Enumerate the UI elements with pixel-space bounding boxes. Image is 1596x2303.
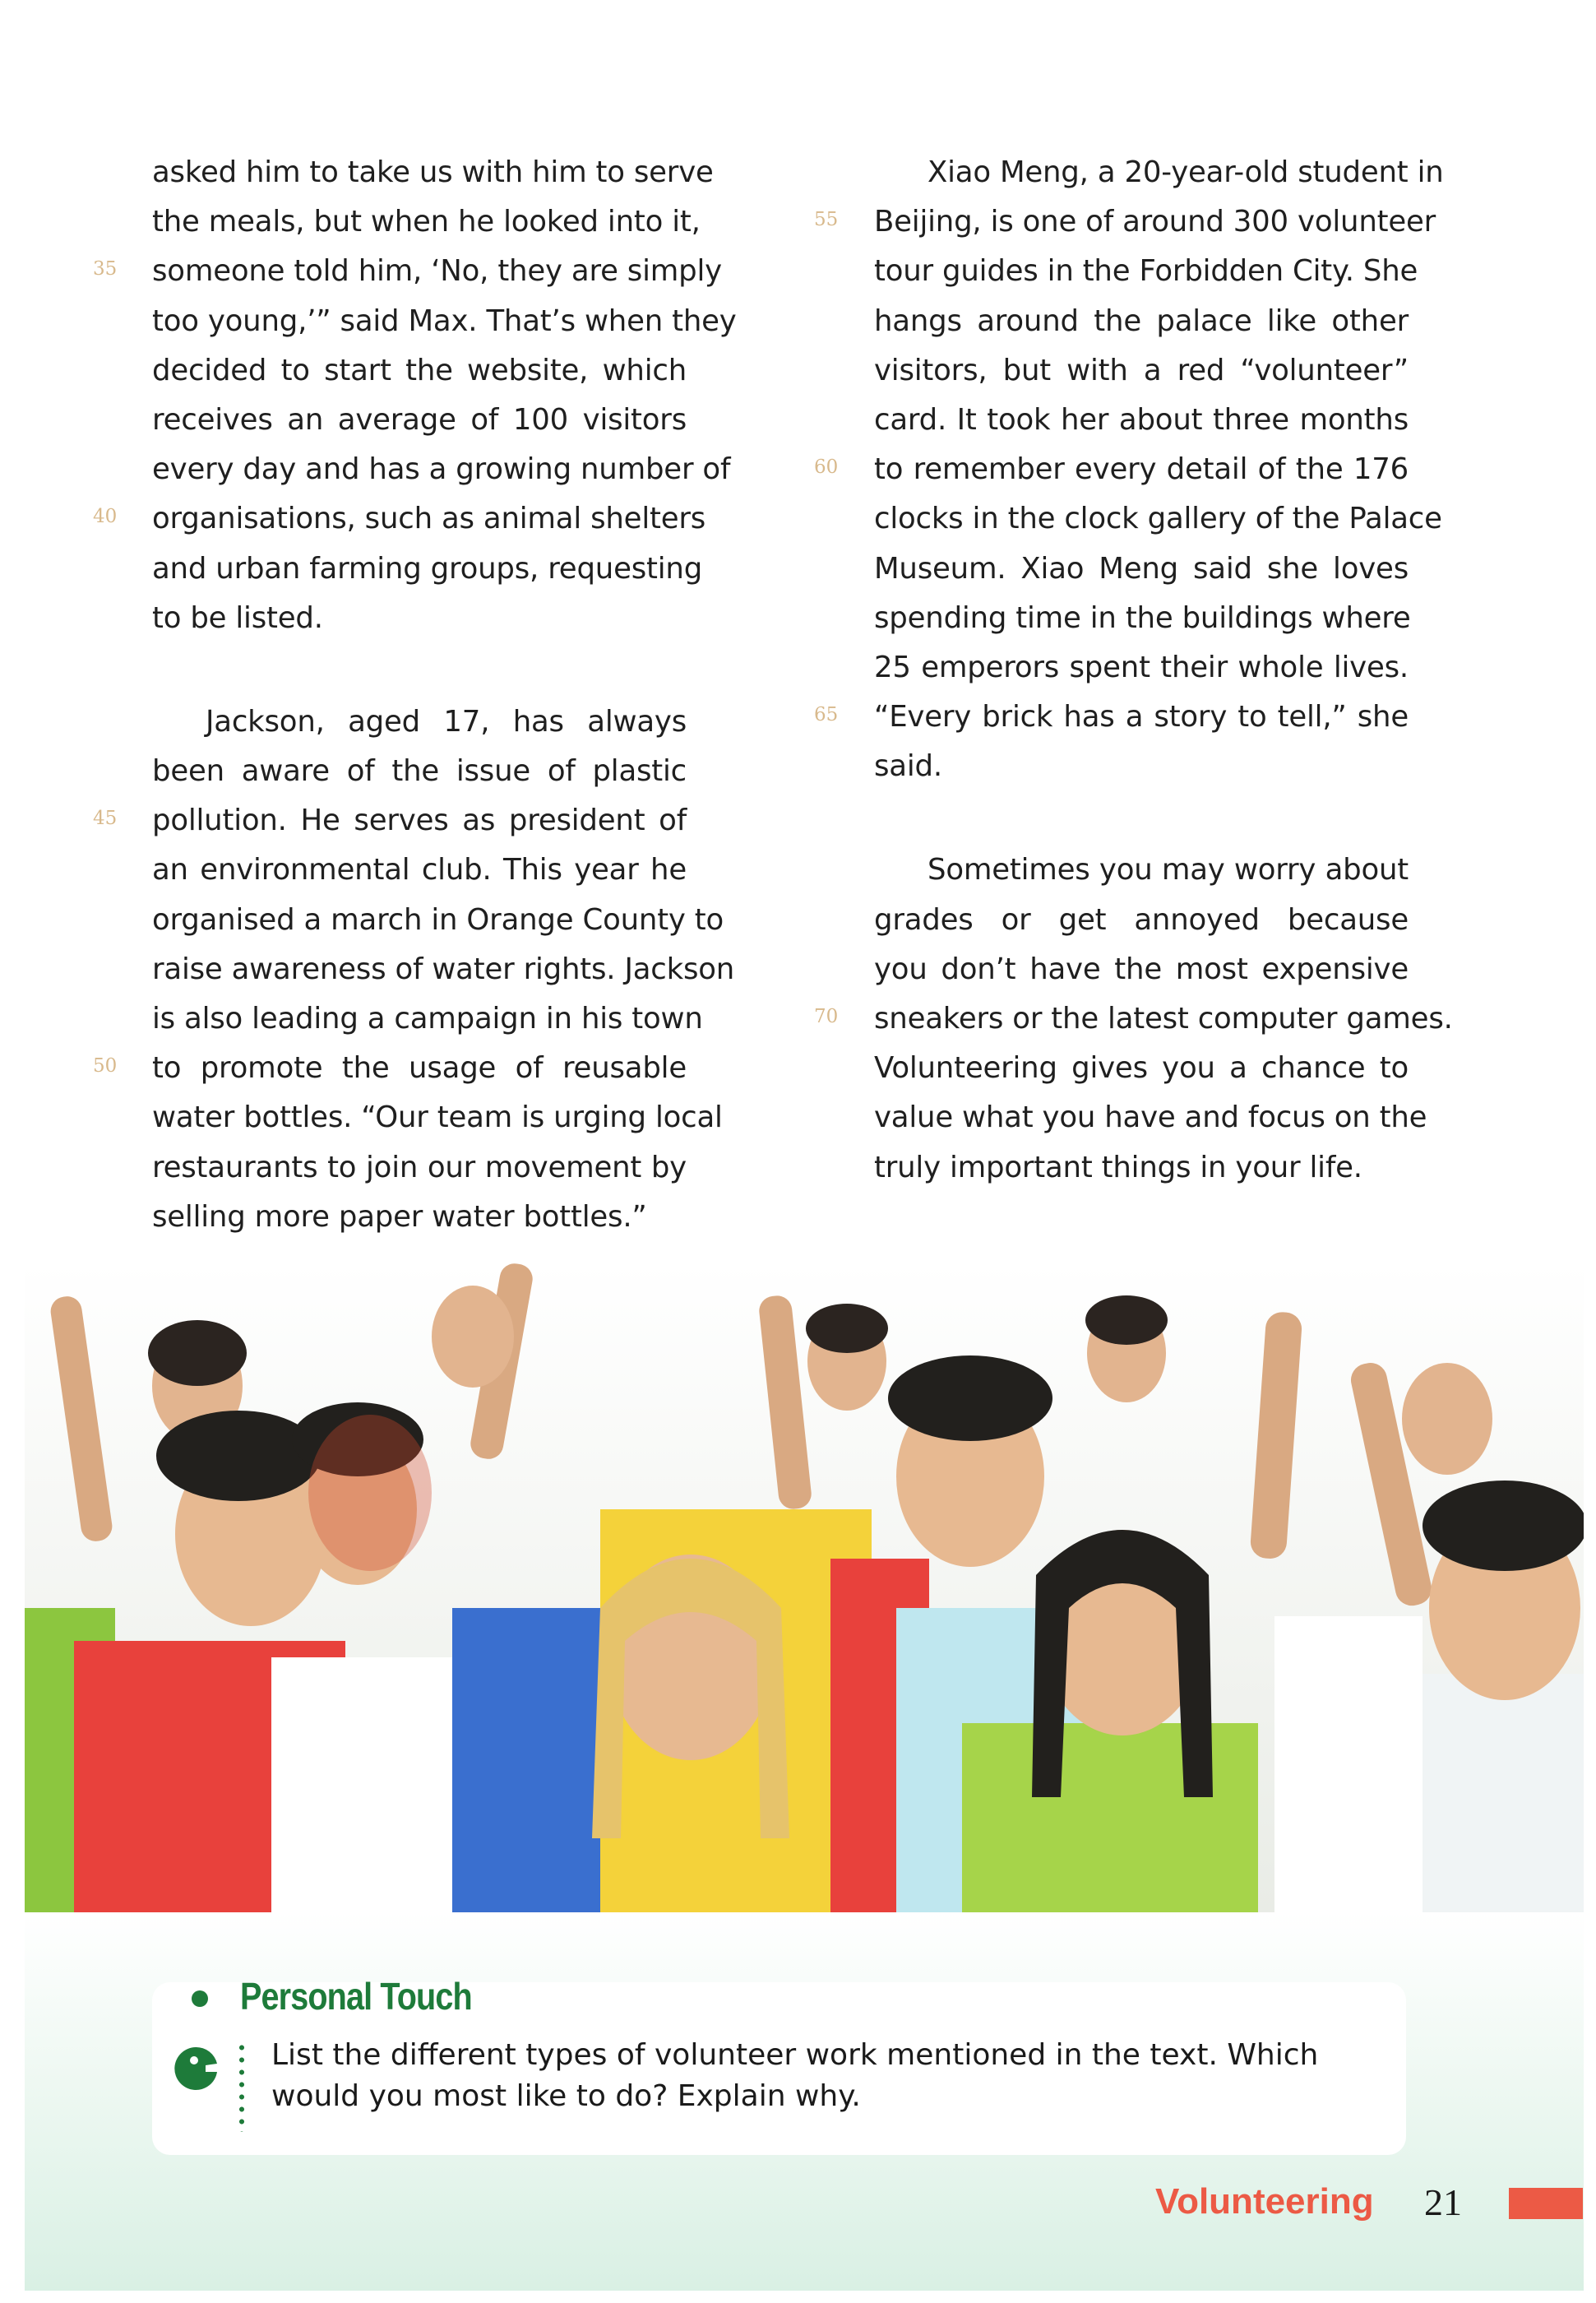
line-number: 55 <box>814 209 839 230</box>
text-line: sneakers or the latest computer games. <box>874 1002 1453 1036</box>
text-line: to promote the usage of reusable <box>152 1051 687 1086</box>
text-line: Beijing, is one of around 300 volunteer <box>874 205 1436 239</box>
text-line: to remember every detail of the 176 <box>874 452 1409 487</box>
text-line: tour guides in the Forbidden City. She <box>874 254 1418 289</box>
line-number: 35 <box>93 258 118 280</box>
page-number: 21 <box>1424 2181 1462 2223</box>
text-line: Volunteering gives you a chance to <box>874 1051 1409 1086</box>
text-line: receives an average of 100 visitors <box>152 402 687 437</box>
text-line: decided to start the website, which <box>152 353 687 387</box>
personal-touch-title: Personal Touch <box>240 1975 472 2018</box>
text-line: pollution. He serves as president of <box>152 804 687 838</box>
text-line: Museum. Xiao Meng said she loves <box>874 551 1409 586</box>
bullet-icon <box>192 1990 208 2007</box>
text-line: restaurants to join our movement by <box>152 1150 687 1184</box>
section-label: Volunteering <box>1155 2181 1374 2222</box>
text-line: every day and has a growing number of <box>152 452 731 487</box>
text-line: organised a march in Orange County to <box>152 902 724 937</box>
left-text-column <box>152 148 737 1242</box>
text-line: is also leading a campaign in his town <box>152 1002 703 1036</box>
text-line: to be listed. <box>152 600 323 635</box>
text-line: asked him to take us with him to serve <box>152 155 714 189</box>
text-line: value what you have and focus on the <box>874 1101 1427 1135</box>
text-line: truly important things in your life. <box>874 1150 1362 1184</box>
text-line: you don’t have the most expensive <box>874 952 1409 986</box>
text-line: grades or get annoyed because <box>874 902 1409 937</box>
text-line: an environmental club. This year he <box>152 853 687 887</box>
line-number: 60 <box>814 456 839 478</box>
text-line: “Every brick has a story to tell,” she <box>874 700 1409 734</box>
speaking-head-icon <box>171 2044 220 2093</box>
text-line: the meals, but when he looked into it, <box>152 205 701 239</box>
dotted-divider <box>238 2041 245 2132</box>
text-line: raise awareness of water rights. Jackson <box>152 952 735 986</box>
text-line: organisations, such as animal shelters <box>152 502 706 536</box>
line-number: 50 <box>93 1055 118 1077</box>
text-line: too young,’” said Max. That’s when they <box>152 304 737 338</box>
text-line: spending time in the buildings where <box>874 600 1411 635</box>
right-text-column <box>874 148 1453 1193</box>
text-line: water bottles. “Our team is urging local <box>152 1101 723 1135</box>
line-number: 65 <box>814 704 839 725</box>
text-line: been aware of the issue of plastic <box>152 754 687 789</box>
text-line: and urban farming groups, requesting <box>152 551 703 586</box>
text-line: selling more paper water bottles.” <box>152 1199 647 1234</box>
text-line: 25 emperors spent their whole lives. <box>874 650 1409 684</box>
personal-touch-instruction: List the different types of volunteer work mentioned in the text. Which would you most like to do? Explain why. <box>271 2038 1319 2113</box>
line-number: 45 <box>93 808 118 829</box>
text-line: card. It took her about three months <box>874 402 1409 437</box>
text-line: clocks in the clock gallery of the Palace <box>874 502 1442 536</box>
line-number: 40 <box>93 506 118 527</box>
volunteers-group-photo <box>25 1263 1584 1912</box>
text-line: hangs around the palace like other <box>874 304 1409 338</box>
text-line: visitors, but with a red “volunteer” <box>874 353 1409 387</box>
text-line: said. <box>874 749 942 784</box>
line-number: 70 <box>814 1006 839 1027</box>
page-tab-marker <box>1509 2188 1583 2219</box>
text-line: Sometimes you may worry about <box>928 853 1409 887</box>
text-line: Jackson, aged 17, has always <box>206 704 687 739</box>
text-line: someone told him, ‘No, they are simply <box>152 254 722 289</box>
text-line: Xiao Meng, a 20-year-old student in <box>928 155 1444 189</box>
